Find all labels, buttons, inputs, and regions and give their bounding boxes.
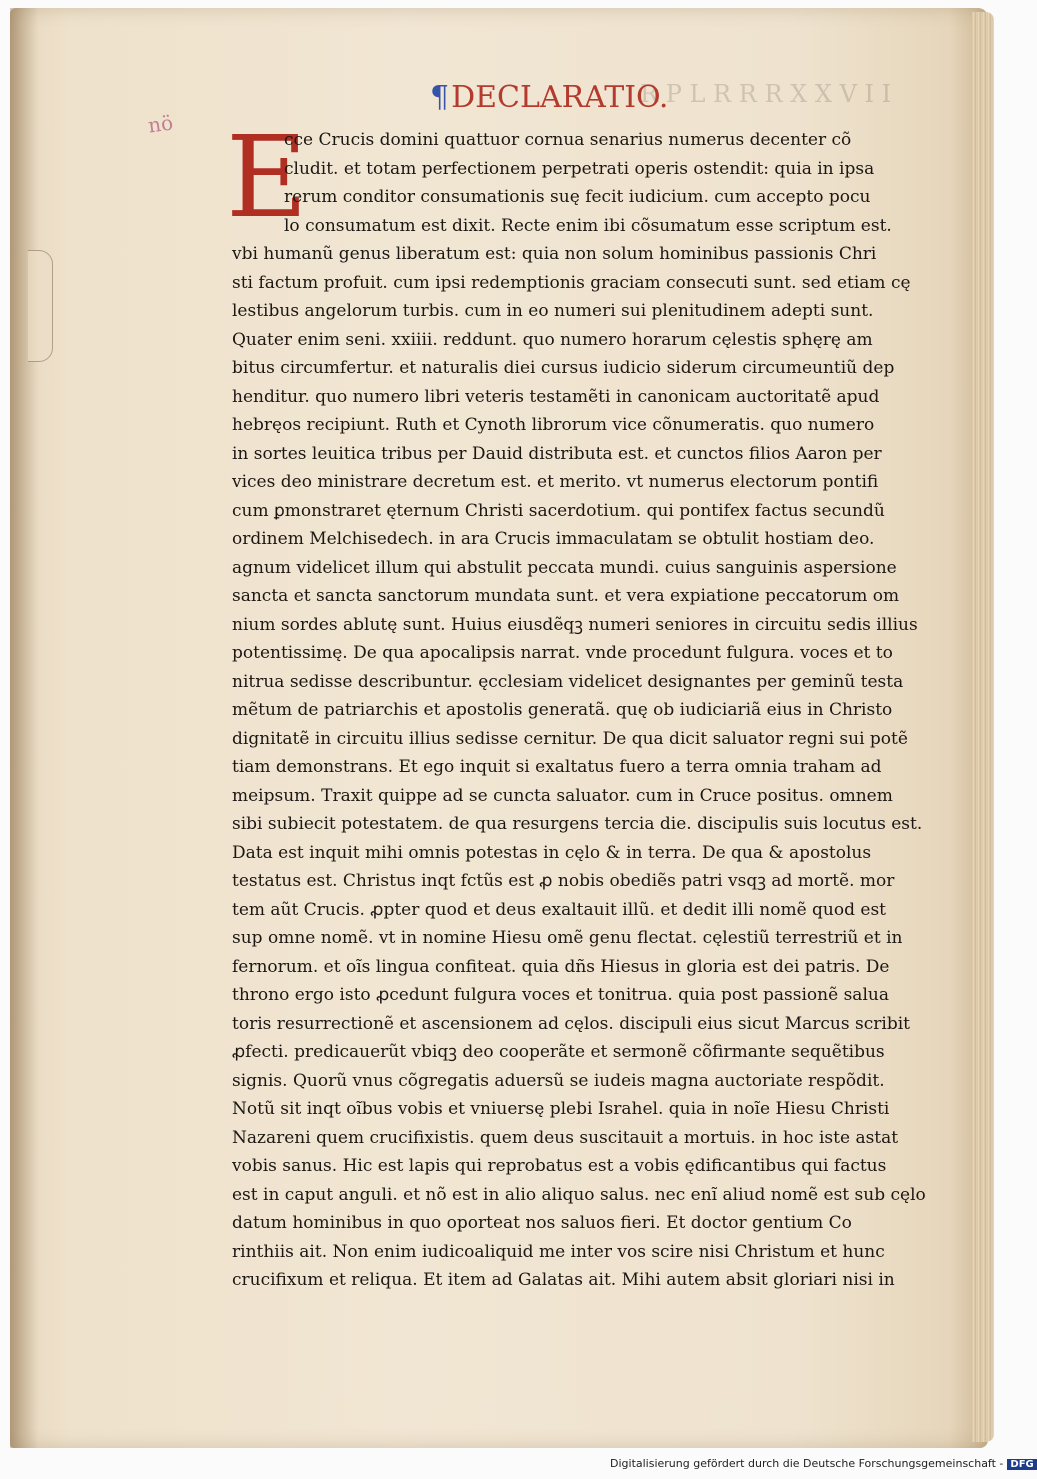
- text-line: mẽtum de patriarchis et apostolis generatã. quę ob iudiciariã eius in Christo: [232, 700, 893, 720]
- text-line: datum hominibus in quo oporteat nos saluos fieri. Et doctor gentium Co: [232, 1213, 852, 1233]
- page-edges: [972, 12, 994, 1442]
- text-line: vices deo ministrare decretum est. et merito. vt numerus electorum pontifi: [232, 472, 879, 492]
- text-line: cce Crucis domini quattuor cornua senarius numerus decenter cõ: [284, 130, 852, 150]
- text-line: Nazareni quem crucifixistis. quem deus suscitauit a mortuis. in hoc iste astat: [232, 1127, 899, 1148]
- text-line: crucifixum et reliqua. Et item ad Galatas ait. Mihi autem absit gloriari nisi in: [232, 1270, 895, 1290]
- paper-strip: [28, 250, 53, 362]
- text-line: sup omne nomẽ. vt in nomine Hiesu omẽ genu flectat. cęlestiũ terrestriũ et in: [232, 928, 903, 948]
- margin-mark: nö: [146, 110, 175, 138]
- text-line: lestibus angelorum turbis. cum in eo numeri sui plenitudinem adepti sunt.: [232, 301, 874, 321]
- text-line: potentissimę. De qua apocalipsis narrat. vnde procedunt fulgura. voces et to: [232, 643, 893, 663]
- section-heading: [430, 80, 668, 115]
- text-line: toris resurrectionẽ et ascensionem ad cęlos. discipuli eius sicut Marcus scribit: [232, 1013, 910, 1034]
- heading-text: DECLARATIO.: [451, 80, 669, 115]
- rubricated-initial: E: [226, 113, 308, 243]
- text-line: dignitatẽ in circuitu illius sedisse cernitur. De qua dicit saluator regni sui potẽ: [232, 728, 908, 749]
- pilcrow-icon: ¶: [430, 80, 450, 115]
- text-line: nitrua sedisse describuntur. ęcclesiam videlicet designantes per geminũ testa: [232, 671, 904, 692]
- running-head-bleed: R P L R R R X X V I I: [640, 80, 892, 108]
- text-line: cludit. et totam perfectionem perpetrati operis ostendit: quia in ipsa: [284, 158, 875, 179]
- text-line: sancta et sancta sanctorum mundata sunt. et vera expiatione peccatorum om: [232, 586, 900, 606]
- text-line: Data est inquit mihi omnis potestas in cęlo & in terra. De qua & apostolus: [232, 842, 872, 863]
- digitization-credit: [610, 1457, 1037, 1477]
- text-line: henditur. quo numero libri veteris testamẽti in canonicam auctoritatẽ apud: [232, 386, 880, 407]
- text-line: testatus est. Christus inqt fctũs est ꝓ nobis obediẽs patri vsqꝫ ad mortẽ. mor: [232, 871, 895, 891]
- text-line: tem aũt Crucis. ꝓpter quod et deus exaltauit illũ. et dedit illi nomẽ quod est: [232, 899, 887, 920]
- text-line: Quater enim seni. xxiiii. reddunt. quo numero horarum cęlestis sphęrę am: [232, 329, 873, 350]
- text-line: agnum videlicet illum qui abstulit peccata mundi. cuius sanguinis aspersione: [232, 557, 897, 578]
- text-line: meipsum. Traxit quippe ad se cuncta saluator. cum in Cruce positus. omnem: [232, 785, 893, 806]
- text-line: sibi subiecit potestatem. de qua resurgens tercia die. discipulis suis locutus est.: [232, 814, 923, 834]
- text-line: in sortes leuitica tribus per Dauid distributa est. et cunctos filios Aaron per: [232, 443, 882, 464]
- text-block: [232, 126, 926, 1295]
- text-line: nium sordes ablutę sunt. Huius eiusdẽqꝫ numeri seniores in circuitu sedis illius: [232, 614, 918, 635]
- dfg-logo: DFG: [1007, 1459, 1036, 1470]
- text-line: ordinem Melchisedech. in ara Crucis immaculatam se obtulit hostiam deo.: [232, 529, 875, 549]
- text-line: lo consumatum est dixit. Recte enim ibi cõsumatum esse scriptum est.: [284, 215, 892, 236]
- text-line: vobis sanus. Hic est lapis qui reprobatus est a vobis ędificantibus qui factus: [232, 1156, 887, 1176]
- text-line: signis. Quorũ vnus cõgregatis aduersũ se iudeis magna auctoriate respõdit.: [232, 1070, 885, 1091]
- text-line: fernorum. et oĩs lingua confiteat. quia dñs Hiesus in gloria est dei patris. De: [232, 956, 890, 977]
- text-line: est in caput anguli. et nõ est in alio aliquo salus. nec enĩ aliud nomẽ est sub cęlo: [232, 1184, 926, 1205]
- text-line: Notũ sit inqt oĩbus vobis et vniuersę plebi Israhel. quia in noĩe Hiesu Christi: [232, 1099, 890, 1119]
- text-line: throno ergo isto ꝓcedunt fulgura voces et tonitrua. quia post passionẽ salua: [232, 985, 889, 1005]
- text-line: sti factum profuit. cum ipsi redemptionis graciam consecuti sunt. sed etiam cę: [232, 272, 911, 293]
- credit-text: Digitalisierung gefördert durch die Deutsche Forschungsgemeinschaft -: [610, 1457, 1004, 1470]
- text-line: rerum conditor consumationis suę fecit iudicium. cum accepto pocu: [284, 187, 871, 207]
- text-line: ꝓfecti. predicauerũt vbiqꝫ deo cooperãte et sermonẽ cõfirmante sequẽtibus: [232, 1042, 885, 1062]
- text-line: hebręos recipiunt. Ruth et Cynoth librorum vice cõnumeratis. quo numero: [232, 415, 875, 435]
- text-line: bitus circumfertur. et naturalis diei cursus iudicio siderum circumeuntiũ dep: [232, 358, 895, 378]
- text-line: tiam demonstrans. Et ego inquit si exaltatus fuero a terra omnia traham ad: [232, 757, 882, 777]
- text-line: vbi humanũ genus liberatum est: quia non solum hominibus passionis Chri: [232, 244, 877, 264]
- gutter-shadow: [10, 8, 38, 1448]
- text-line: rinthiis ait. Non enim iudicoaliquid me inter vos scire nisi Christum et hunc: [232, 1241, 885, 1262]
- text-line: cum ꝑmonstraret ęternum Christi sacerdotium. qui pontifex factus secundũ: [232, 500, 885, 521]
